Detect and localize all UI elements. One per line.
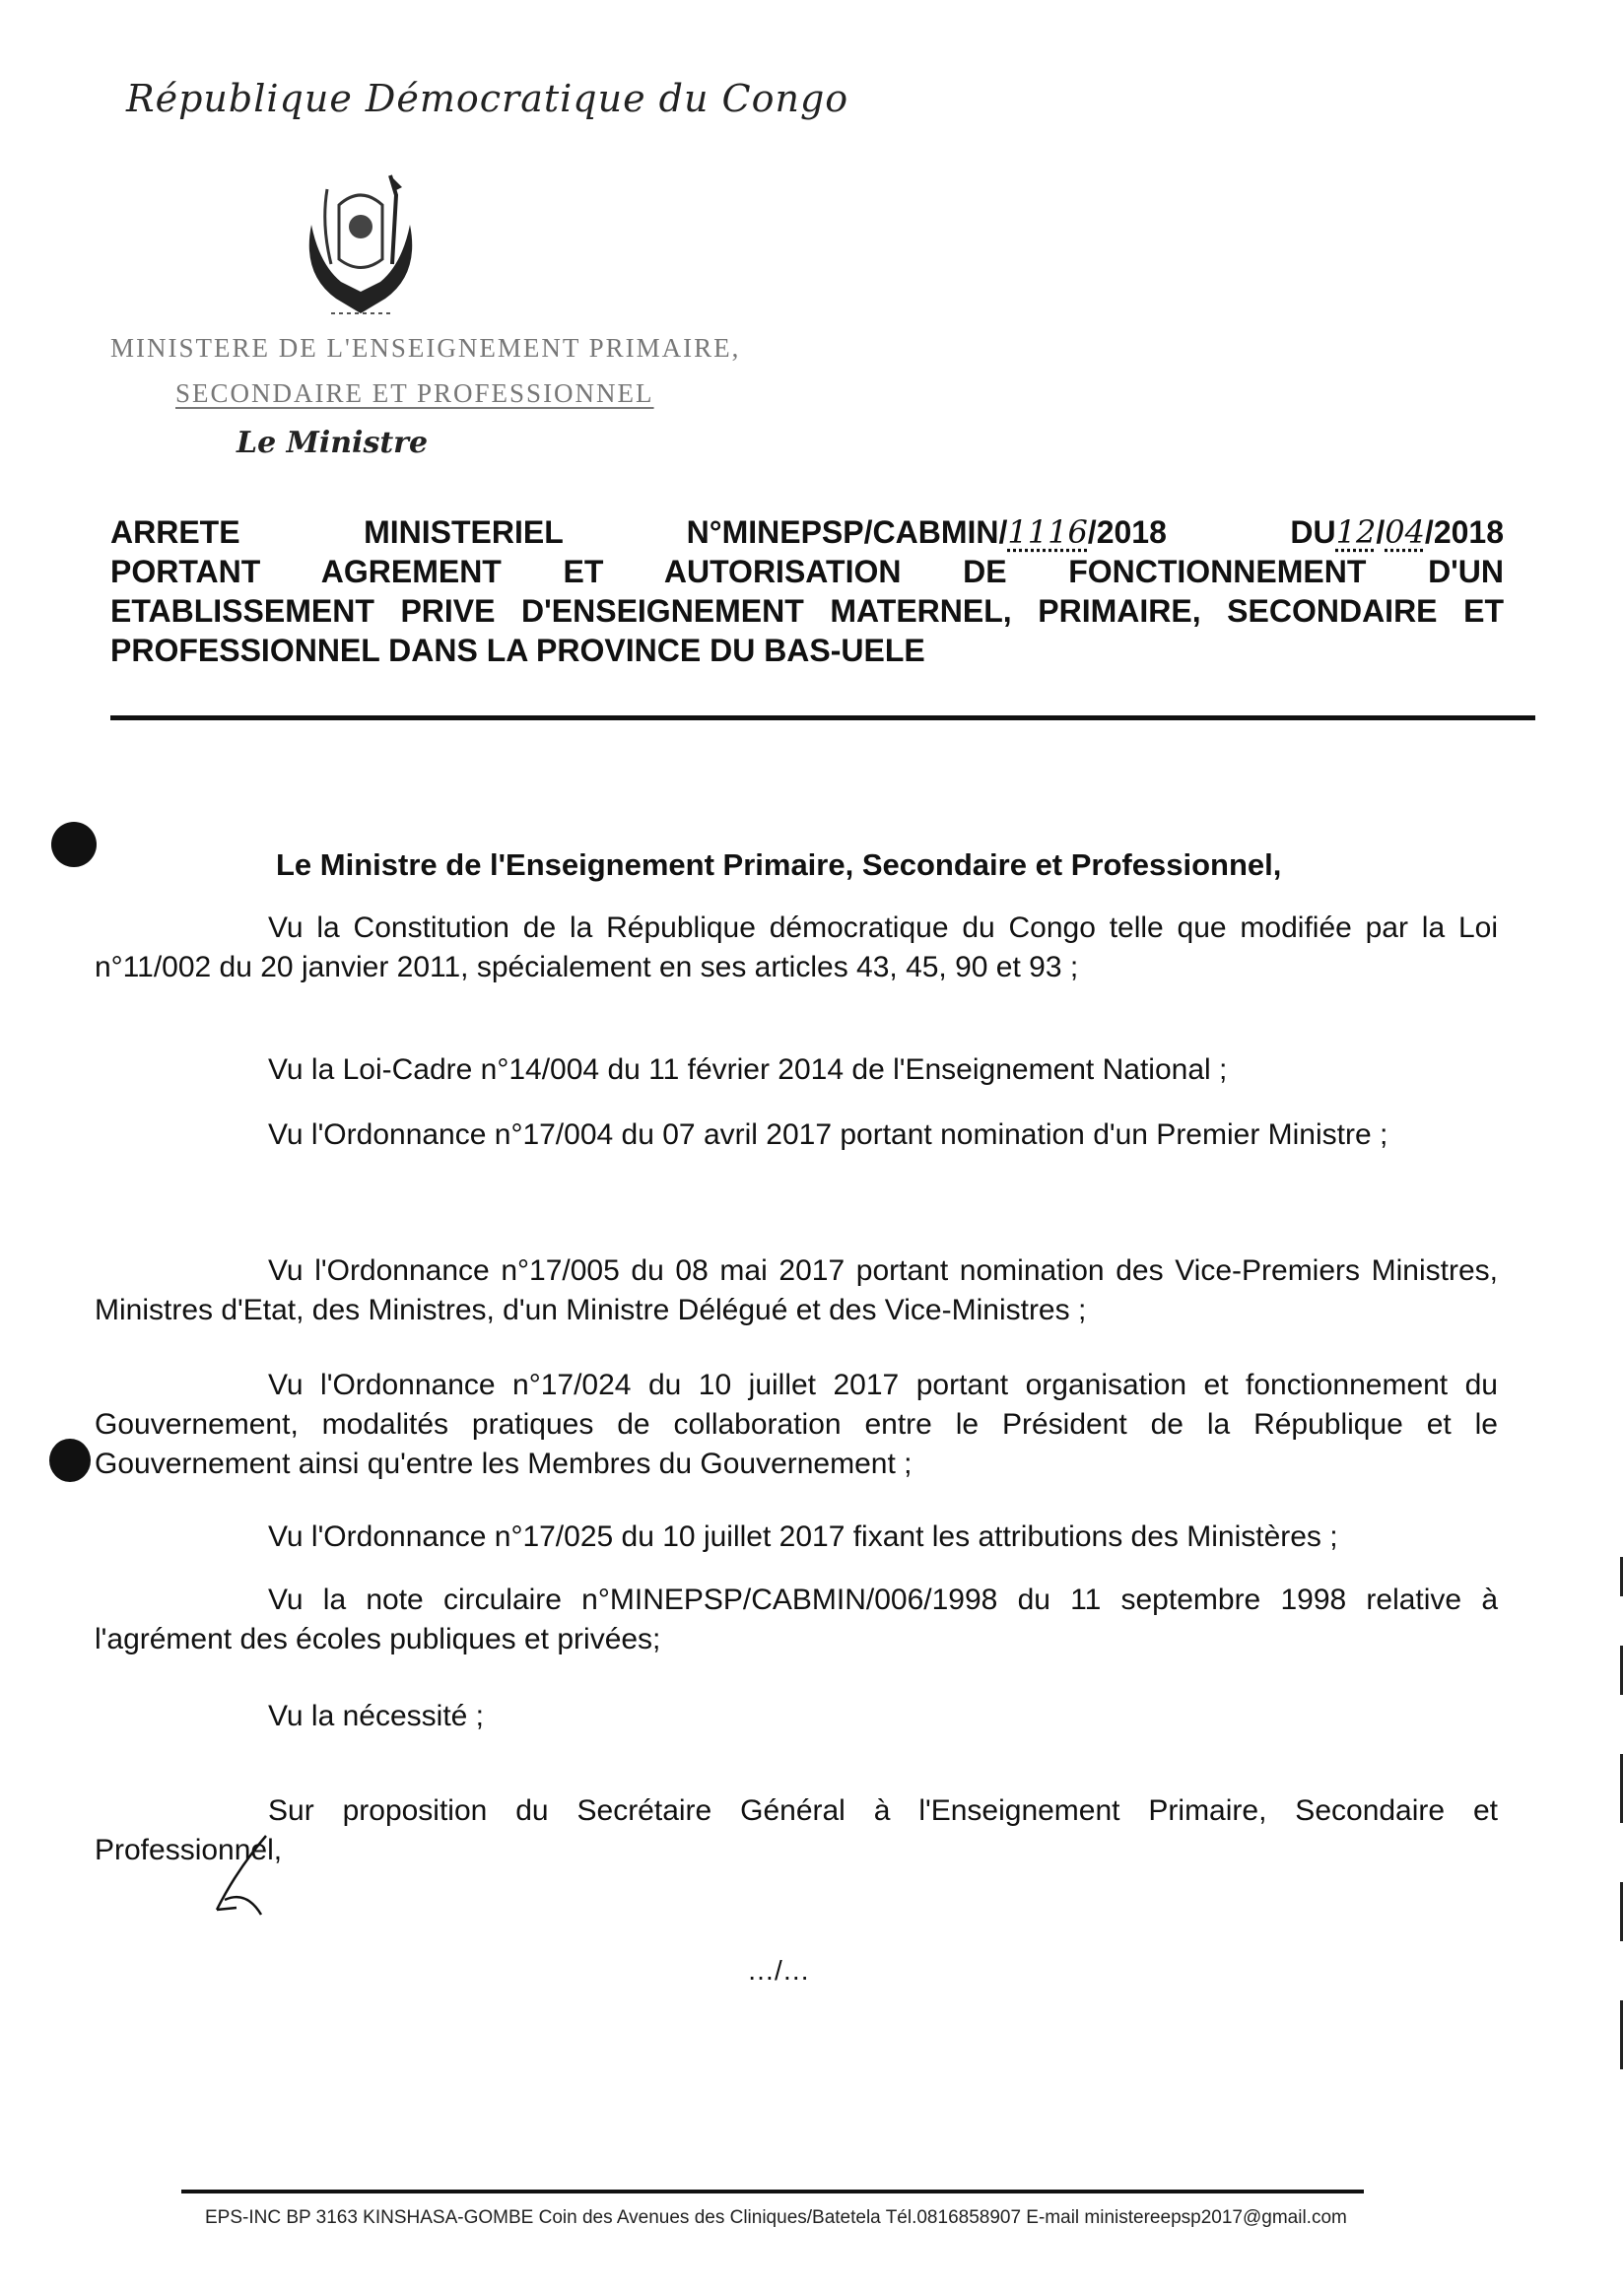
decree-year: /2018	[1424, 514, 1504, 550]
scan-edge-marks	[1618, 1557, 1624, 2109]
considerant-paragraph: Vu l'Ordonnance n°17/024 du 10 juillet 2017 portant organisation et fonctionnement du Gouvernement, modalités pratiques de collaboration entre le Président de la République et le Gouvernement ainsi qu'entre les Membres du Gouvernement ;	[95, 1369, 1498, 1480]
considerant-paragraph: Vu la Constitution de la République démocratique du Congo telle que modifiée par la Loi n°11/002 du 20 janvier 2011, spécialement en ses articles 43, 45, 90 et 93 ;	[95, 911, 1498, 983]
considerant-paragraph: Vu la Loi-Cadre n°14/004 du 11 février 2014 de l'Enseignement National ;	[268, 1053, 1228, 1086]
considerant-paragraph: Sur proposition du Secrétaire Général à l'Enseignement Primaire, Secondaire et Professionnel,	[95, 1794, 1498, 1866]
considerant-paragraph: Vu l'Ordonnance n°17/025 du 10 juillet 2017 fixant les attributions des Ministères ;	[268, 1520, 1338, 1553]
decree-title	[110, 512, 1504, 670]
decree-day-handwritten: 12	[1335, 513, 1377, 551]
punch-hole-mark	[49, 1439, 91, 1482]
title-prefix: ARRETE MINISTERIEL N°MINEPSP/CABMIN/	[110, 514, 1008, 550]
coat-of-arms-emblem	[292, 166, 430, 333]
decree-number-handwritten: 1116	[1007, 513, 1088, 551]
footer-divider	[181, 2190, 1364, 2193]
title-divider	[110, 715, 1535, 720]
title-line-3: ETABLISSEMENT PRIVE D'ENSEIGNEMENT MATERNEL, PRIMAIRE, SECONDAIRE ET	[110, 593, 1504, 629]
footer-contact: EPS-INC BP 3163 KINSHASA-GOMBE Coin des Avenues des Cliniques/Batetela Tél.0816858907 E-mail ministereepsp2017@gmail.com	[205, 2207, 1347, 2228]
title-mid: /2018 DU	[1087, 514, 1336, 550]
ministry-name-line-2: SECONDAIRE ET PROFESSIONNEL	[175, 378, 654, 408]
ministry-name-line-1: MINISTERE DE L'ENSEIGNEMENT PRIMAIRE,	[110, 333, 741, 363]
title-line-1	[110, 512, 1504, 552]
republic-heading: République Démocratique du Congo	[126, 77, 849, 120]
minister-heading: Le Ministre de l'Enseignement Primaire, Secondaire et Professionnel,	[276, 847, 1282, 882]
punch-hole-mark	[51, 822, 97, 867]
considerant-paragraph: Vu la nécessité ;	[268, 1700, 485, 1732]
decree-month-handwritten: 04	[1385, 513, 1425, 551]
considerant-paragraph: Vu l'Ordonnance n°17/004 du 07 avril 2017 portant nomination d'un Premier Ministre ;	[268, 1118, 1388, 1151]
title-line-4: PROFESSIONNEL DANS LA PROVINCE DU BAS-UELE	[110, 633, 925, 668]
considerant-paragraph: Vu la note circulaire n°MINEPSP/CABMIN/006/1998 du 11 septembre 1998 relative à l'agrément des écoles publiques et privées;	[95, 1584, 1498, 1655]
continued-marker: …/…	[747, 1955, 810, 1986]
minister-label: Le Ministre	[237, 426, 429, 460]
title-line-2: PORTANT AGREMENT ET AUTORISATION DE FONCTIONNEMENT D'UN	[110, 554, 1504, 589]
handwritten-initial	[207, 1831, 286, 1920]
date-separator: /	[1376, 514, 1386, 550]
considerant-paragraph: Vu l'Ordonnance n°17/005 du 08 mai 2017 portant nomination des Vice-Premiers Ministres, Ministres d'Etat, des Ministres, d'un Ministre Délégué et des Vice-Ministres ;	[95, 1254, 1498, 1326]
